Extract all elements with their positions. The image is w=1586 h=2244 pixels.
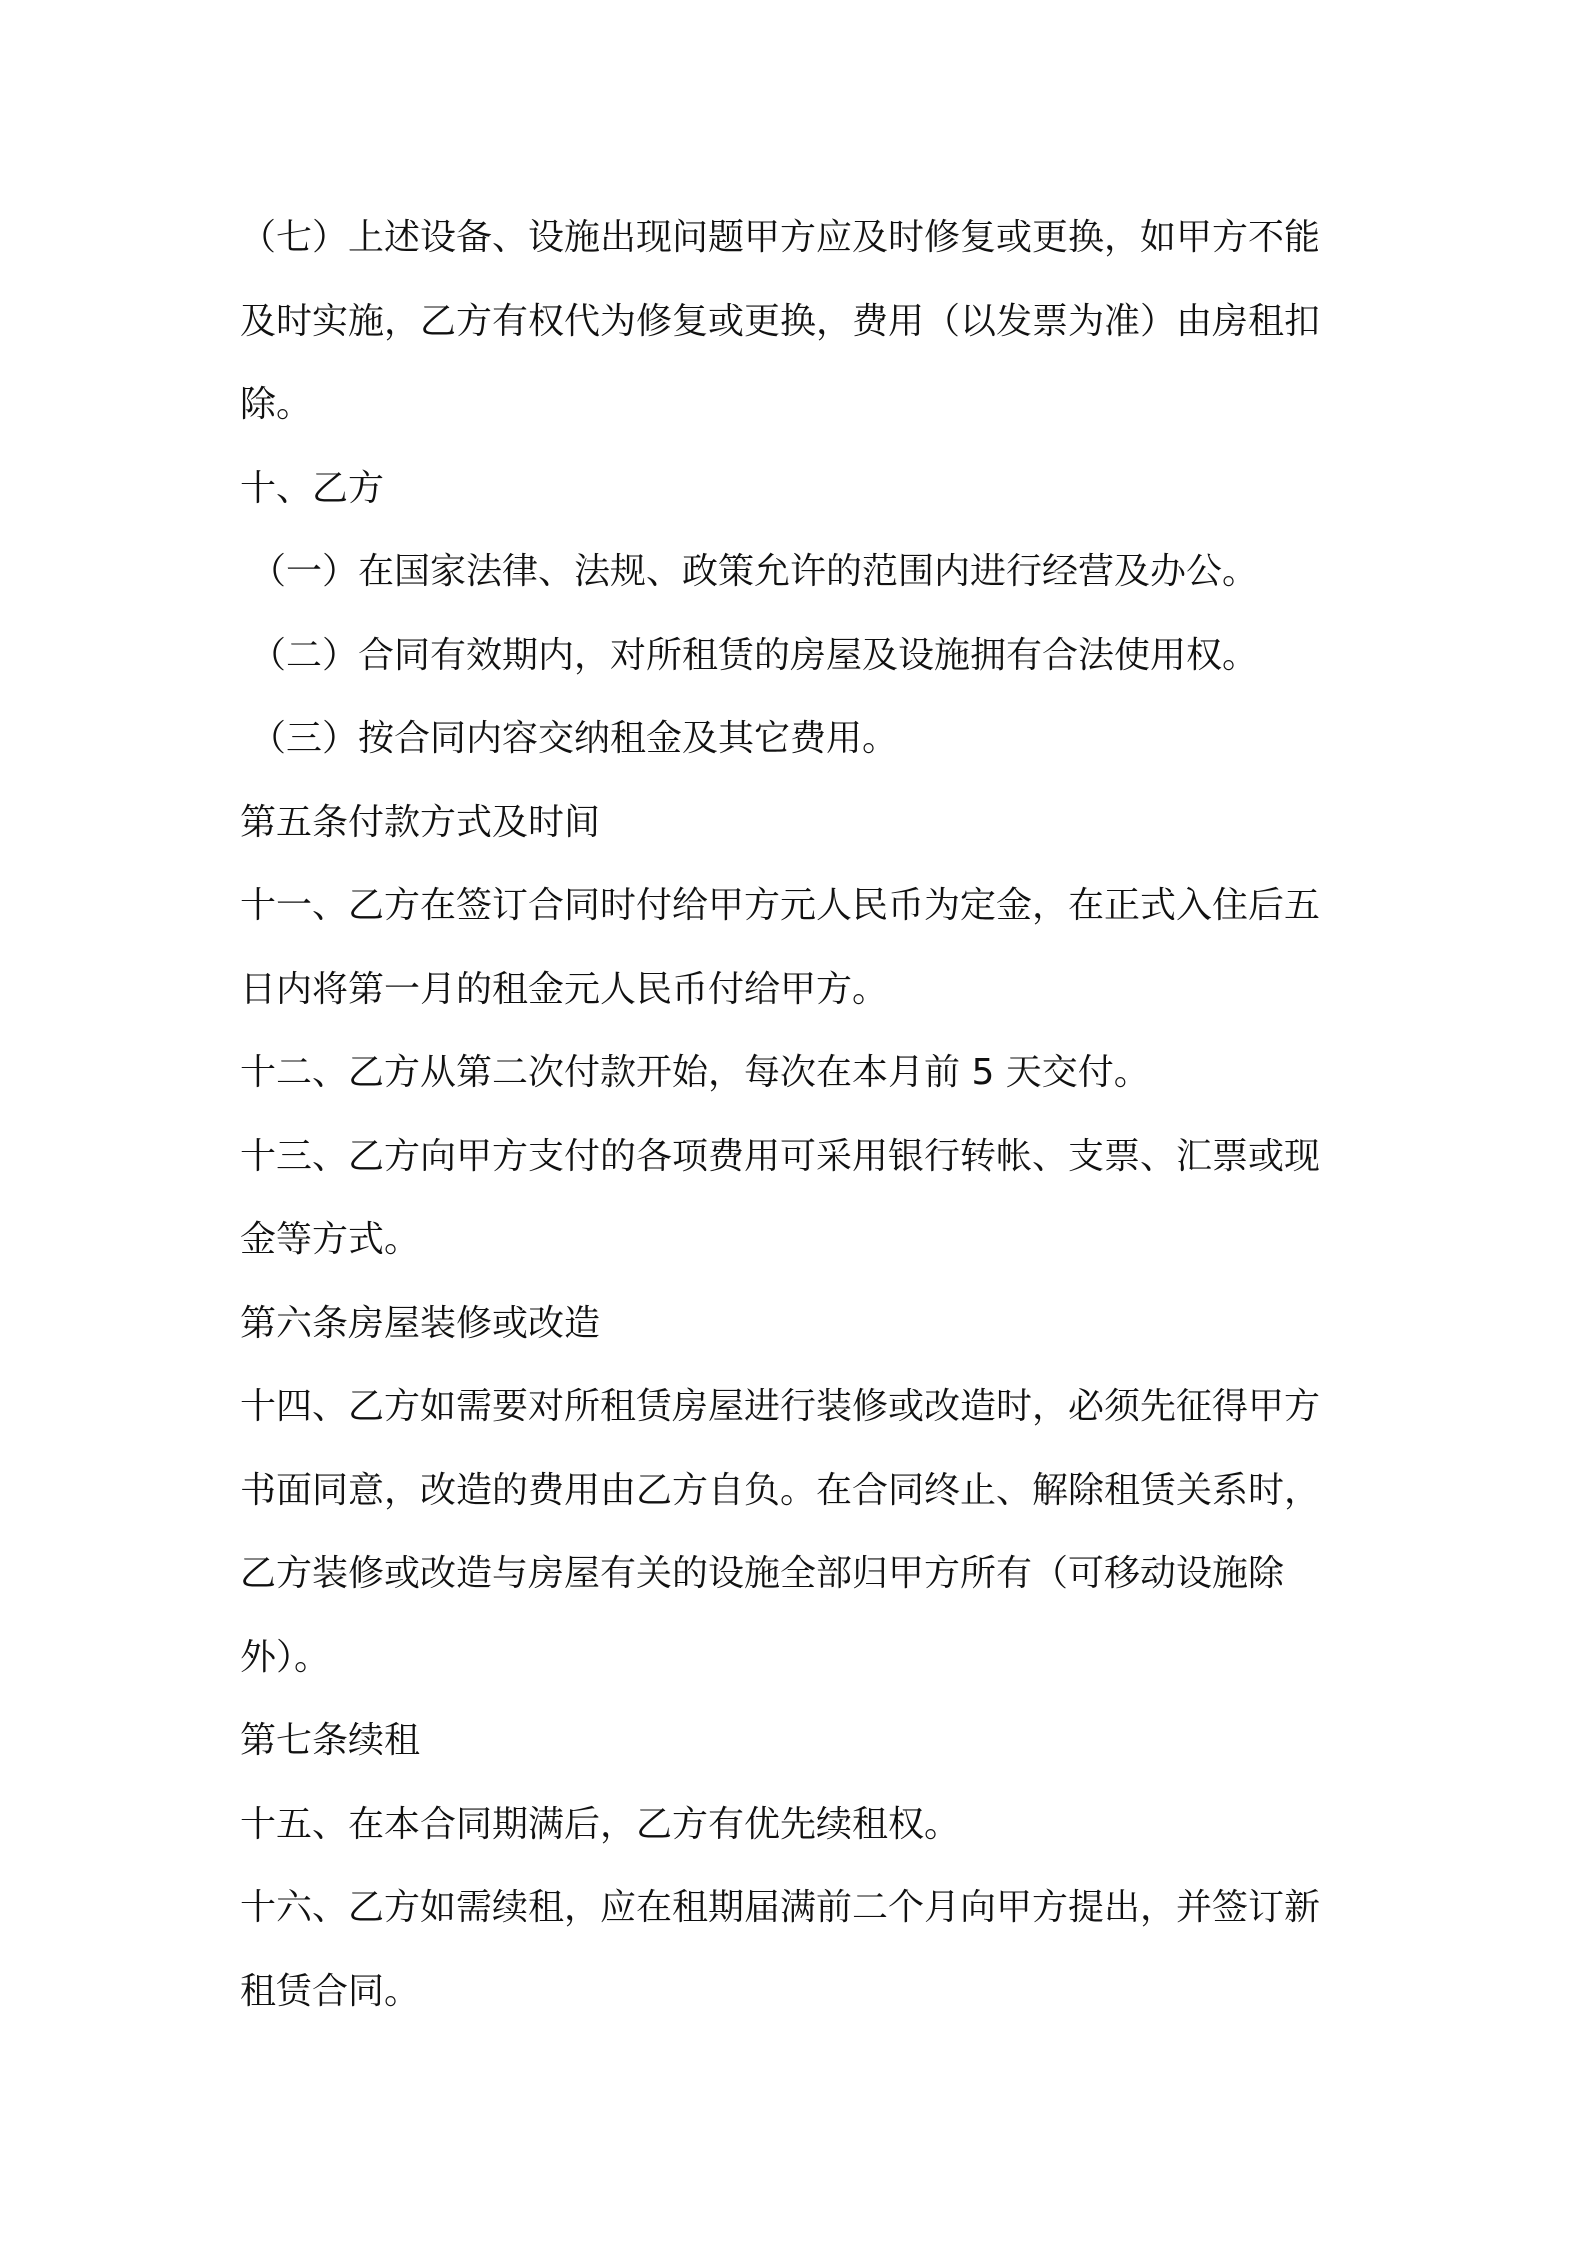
clause-14-line-2: 书面同意，改造的费用由乙方自负。在合同终止、解除租赁关系时， (240, 1469, 1321, 1511)
section-10-item-2: （二）合同有效期内，对所租赁的房屋及设施拥有合法使用权。 (250, 634, 1259, 676)
clause-7-line-1: （七）上述设备、设施出现问题甲方应及时修复或更换，如甲方不能 (240, 217, 1321, 258)
clause-13-line-2: 金等方式。 (240, 1219, 421, 1260)
clause-13-line-1: 十三、乙方向甲方支付的各项费用可采用银行转帐、支票、汇票或现 (240, 1135, 1321, 1177)
clause-7-line-2: 及时实施，乙方有权代为修复或更换，费用（以发票为准）由房租扣 (240, 300, 1321, 342)
article-7-heading: 第七条续租 (240, 1720, 421, 1761)
document-body (240, 196, 1360, 2033)
article-6-heading: 第六条房屋装修或改造 (240, 1302, 601, 1344)
clause-14-line-1: 十四、乙方如需要对所租赁房屋进行装修或改造时，必须先征得甲方 (240, 1386, 1321, 1427)
section-10-item-1: （一）在国家法律、法规、政策允许的范围内进行经营及办公。 (250, 551, 1259, 592)
clause-7-line-3: 除。 (240, 384, 313, 425)
clause-16-line-2: 租赁合同。 (240, 1970, 421, 2012)
clause-11-line-1: 十一、乙方在签订合同时付给甲方元人民币为定金，在正式入住后五 (240, 885, 1321, 926)
clause-12-line: 十二、乙方从第二次付款开始，每次在本月前 5 天交付。 (240, 1052, 1150, 1093)
clause-16-line-1: 十六、乙方如需续租，应在租期届满前二个月向甲方提出，并签订新 (240, 1887, 1321, 1928)
clause-15-line: 十五、在本合同期满后，乙方有优先续租权。 (240, 1803, 961, 1845)
clause-14-line-4: 外）。 (240, 1636, 331, 1678)
section-10-heading: 十、乙方 (240, 467, 385, 509)
section-10-item-3: （三）按合同内容交纳租金及其它费用。 (250, 718, 899, 759)
clause-14-line-3: 乙方装修或改造与房屋有关的设施全部归甲方所有（可移动设施除 (240, 1553, 1285, 1594)
clause-11-line-2: 日内将第一月的租金元人民币付给甲方。 (240, 968, 889, 1010)
article-5-heading: 第五条付款方式及时间 (240, 801, 601, 843)
